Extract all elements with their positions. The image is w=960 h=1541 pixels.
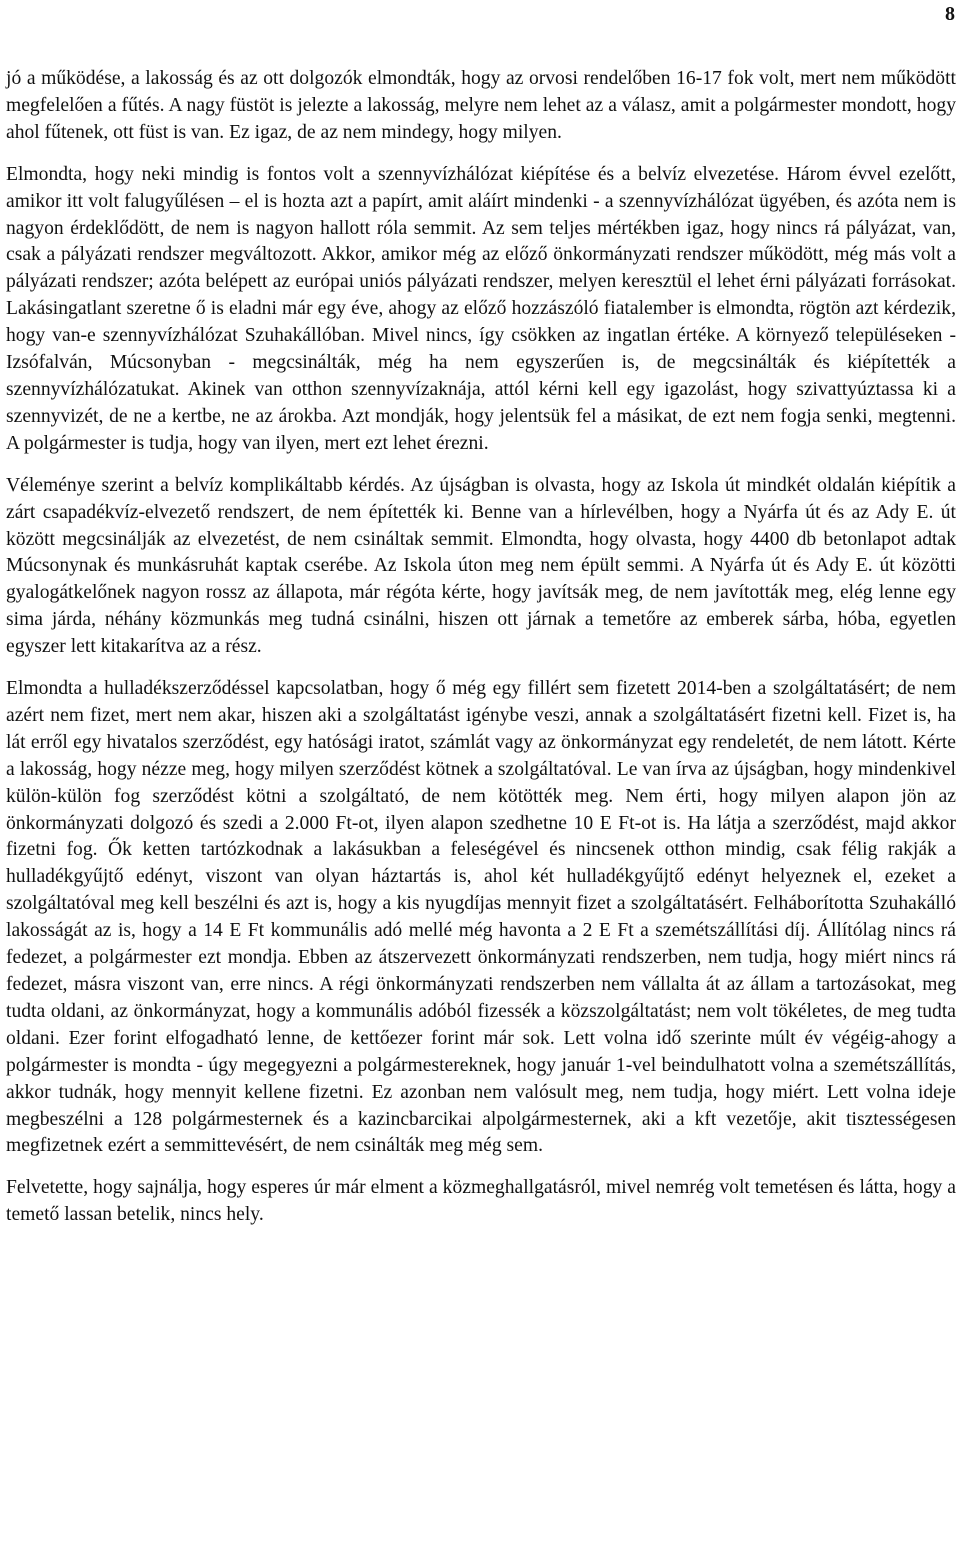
document-body bbox=[6, 66, 956, 1229]
paragraph-drainage: Véleménye szerint a belvíz komplikáltabb kérdés. Az újságban is olvasta, hogy az Iskola út mindkét oldalán kiépítik a zárt csapadékvíz-elvezető rendszert, de nem építették ki. Benne van a hírlevélben, hogy a Nyárfa út és az Ady E. út között megcsinálják az elvezetést, de nem csináltak semmit. Elmondta, hogy olvasta, hogy 4400 db betonlapot adtak Múcsonynak és munkásruhát kaptak cserébe. Az Iskola úton meg nem épült semmi. A Nyárfa út és Ady E. út közötti gyalogátkelőnek nagyon rossz az állapota, már régóta kérte, hogy javítsák meg, de nem javították meg, elég lenne egy sima járda, néhány közmunkás meg tudná csinálni, hiszen ott járnak a temetőre az emberek sárba, hóba, egyetlen egyszer lett kitakarítva az a rész. bbox=[6, 474, 956, 658]
paragraph-gap bbox=[6, 1160, 956, 1175]
paragraph-cemetery: Felvetette, hogy sajnálja, hogy esperes úr már elment a közmeghallgatásról, mivel nemrég volt temetésen és látta, hogy a temető lassan betelik, nincs hely. bbox=[6, 1177, 956, 1226]
paragraph-gap bbox=[6, 661, 956, 676]
paragraph-heating: jó a működése, a lakosság és az ott dolgozók elmondták, hogy az orvosi rendelőben 16-17 fok volt, mert nem működött megfelelően a fűtés. A nagy füstöt is jelezte a lakosság, melyre nem lehet az a válasz, amit a polgármester mondott, hogy ahol fűtenek, ott füst is van. Ez igaz, de az nem mindegy, hogy milyen. bbox=[6, 68, 956, 143]
paragraph-gap bbox=[6, 458, 956, 473]
paragraph-sewage: Elmondta, hogy neki mindig is fontos volt a szennyvízhálózat kiépítése és a belvíz elvezetése. Három évvel ezelőtt, amikor itt volt falugyűlésen – el is hozta azt a papírt, amit aláírt mindenki - a szennyvízhálózat ügyében, és azóta nem is nagyon érdeklődött, de nem is nagyon hallott róla semmit. Az sem teljes mértékben igaz, hogy nincs rá pályázat, van, csak a pályázati rendszer megváltozott. Akkor, amikor még az előző önkormányzati rendszer működött, még más volt a pályázati rendszer; azóta belépett az európai uniós pályázati rendszer, melyen keresztül el lehet érni pályázati forrásokat. Lakásingatlant szeretne ő is eladni már egy éve, ahogy az előző hozzászóló fiatalember is elmondta, rögtön azt kérdezik, hogy van-e szennyvízhálózat Szuhakállóban. Mivel nincs, így csökken az ingatlan értéke. A környező településeken - Izsófalván, Múcsonyban - megcsinálták, még ha nem egyszerűen is, de megcsinálták és kiépítették a szennyvízhálózatukat. Akinek van otthon szennyvízaknája, attól kérni kell egy igazolást, hogy szivattyúztassa ki a szennyvizét, de ne a kertbe, ne az árokba. Azt mondják, hogy jelentsük fel a másikat, de ezt nem fogja senki, megtenni. A polgármester is tudja, hogy van ilyen, mert ezt lehet érezni. bbox=[6, 163, 956, 454]
paragraph-gap bbox=[6, 147, 956, 162]
page-number: 8 bbox=[945, 3, 955, 25]
paragraph-waste-contract: Elmondta a hulladékszerződéssel kapcsolatban, hogy ő még egy fillért sem fizetett 2014-ben a szolgáltatásért; de nem azért nem fizet, mert nem akar, hiszen aki a szolgáltatást igénybe veszi, annak a szolgáltatásért fizetni kell. Fizet is, ha lát erről egy hivatalos szerződést, egy hatósági iratot, számlát vagy az önkormányzat egy rendeletét, de nem látott. Kérte a lakosság, hogy nézze meg, hogy milyen szerződést kötnek a szolgáltatóval. Le van írva az újságban, hogy mindenkivel külön-külön fog szerződést kötni a szolgáltató, de nem kötötték meg. Nem érti, hogy milyen alapon jön az önkormányzati dolgozó és szedi a 2.000 Ft-ot, ilyen alapon szedhetne 10 E Ft-ot is. Ha látja a szerződést, majd akkor fizetni fog. Ők ketten tartózkodnak a lakásukban a feleségével és nincsenek otthon mindig, csak félig rakják a hulladékgyűjtő edényt, viszont van olyan háztartás is, ahol két hulladékgyűjtő edényt helyeznek el, ezeket a szolgáltatóval meg kell beszélni és azt is, hogy a kis nyugdíjas mennyit fizet a szolgáltatásért. Felháborította Szuhakálló lakosságát az is, hogy a 14 E Ft kommunális adó mellé még havonta a 2 E Ft a szemétszállítási díj. Állítólag nincs rá fedezet, a polgármester ezt mondja. Ebben az átszervezett önkormányzati rendszerben, nem tudja, hogy miért nincs rá fedezet, másra viszont van, erre nincs. A régi önkormányzati rendszerben nem vállalta át az állam a tartozásokat, meg tudta oldani, az önkormányzat, hogy a kommunális adóból fizessék a közszolgáltatást; nem volt tökéletes, de meg tudta oldani. Ezer forint elfogadható lenne, de kettőezer forint már sok. Lett volna idő szerinte múlt év végéig-ahogy a polgármester is mondta - úgy megegyezni a polgármestereknek, hogy január 1-vel beindulhatott volna a szemétszállítás, akkor tudnák, hogy mennyit kellene fizetni. Ez azonban nem valósult meg, nem tudja, hogy miért. Lett volna ideje megbeszélni a 128 polgármesternek és a kazincbarcikai alpolgármesternek, aki a kft vezetője, akit tisztességesen megfizetnek ezért a semmittevésért, de nem csinálták meg még sem. bbox=[6, 678, 956, 1157]
